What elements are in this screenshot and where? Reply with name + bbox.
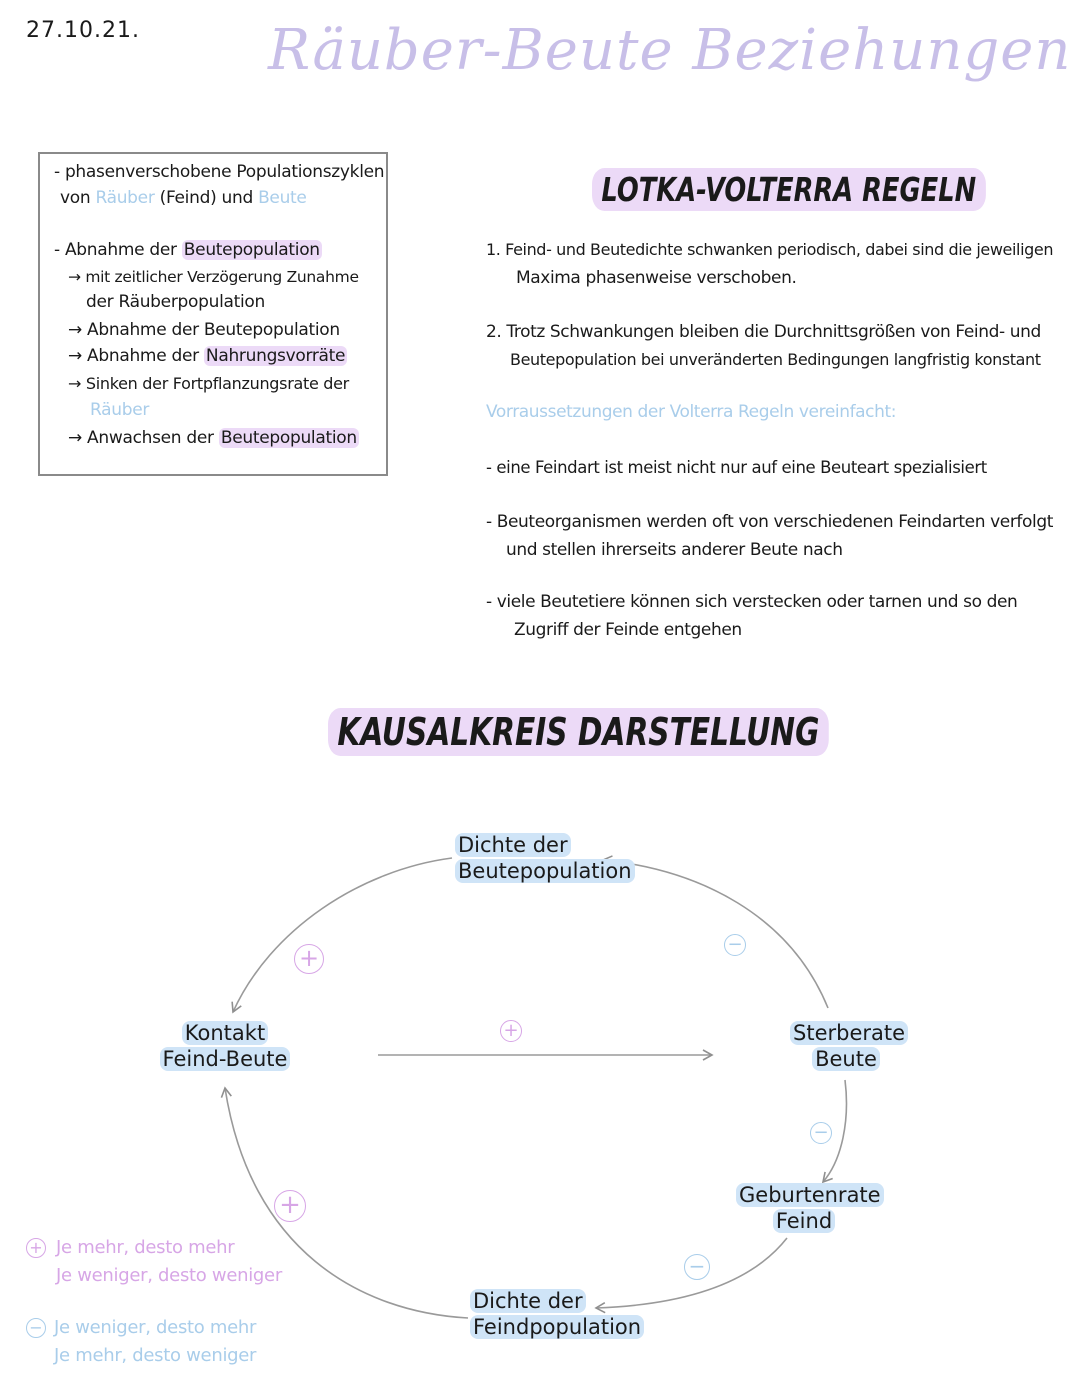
list-f-highlight: Beutepopulation [220,428,357,448]
condition-2-line-2: und stellen ihrerseits anderer Beute nach [506,540,843,560]
legend-minus-icon: − [26,1318,46,1338]
date: 27.10.21. [26,18,140,43]
arrow-sterberate-to-beute [603,860,828,1008]
list-item-b-line-2: der Räuberpopulation [86,292,265,312]
list-a-highlight: Beutepopulation [183,240,320,260]
minus-icon: − [724,934,746,956]
intro-beute: Beute [258,188,307,208]
minus-icon: − [684,1254,710,1280]
condition-1: - eine Feindart ist meist nicht nur auf eine Beuteart spezialisiert [486,458,987,477]
page-title: Räuber-Beute Beziehungen [268,18,1072,83]
condition-3-line-1: - viele Beutetiere können sich verstecken oder tarnen und so den [486,592,1018,612]
condition-2-line-1: - Beuteorganismen werden oft von verschiedenen Feindarten verfolgt [486,512,1053,532]
conditions-heading: Vorraussetzungen der Volterra Regeln vereinfacht: [486,402,897,422]
intro-raeuber: Räuber [95,188,155,208]
node-dichte-beute [455,832,635,884]
legend-plus-line-2: Je weniger, desto weniger [56,1265,282,1286]
list-d-highlight: Nahrungsvorräte [205,346,346,366]
list-f-prefix: → Anwachsen der [68,428,214,448]
intro-line-1: - phasenverschobene Populationszyklen [54,162,385,182]
plus-icon: + [500,1020,522,1042]
legend-minus-line-2: Je mehr, desto weniger [54,1345,257,1366]
rule-2-line-2: Beutepopulation bei unveränderten Bedingungen langfristig konstant [510,350,1041,369]
node-dichte-feind [470,1288,644,1340]
node-geburtenrate-line-1: Geburtenrate [736,1183,884,1207]
rule-2-line-1: 2. Trotz Schwankungen bleiben die Durchnittsgrößen von Feind- und [486,322,1041,342]
legend-plus [56,1234,282,1290]
arrow-beute-to-kontakt [233,858,452,1012]
plus-icon: + [274,1190,306,1222]
node-kontakt [158,1020,292,1072]
plus-icon: + [294,944,324,974]
legend-minus [54,1314,256,1370]
list-item-e-line-1: → Sinken der Fortpflanzungsrate der [68,374,349,393]
node-dichte-feind-line-1: Dichte der [470,1289,586,1313]
list-d-prefix: → Abnahme der [68,346,199,366]
legend-plus-line-1: Je mehr, desto mehr [56,1237,235,1258]
rule-1-line-1: 1. Feind- und Beutedichte schwanken periodisch, dabei sind die jeweiligen [486,240,1054,259]
intro-von: von [60,188,91,208]
legend-minus-line-1: Je weniger, desto mehr [54,1317,257,1338]
condition-3-line-2: Zugriff der Feinde entgehen [514,620,742,640]
node-sterberate [790,1020,906,1072]
node-dichte-beute-line-2: Beutepopulation [455,859,635,883]
list-item-c: → Abnahme der Beutepopulation [68,320,340,340]
rule-1-line-2: Maxima phasenweise verschoben. [516,268,797,288]
node-sterberate-line-2: Beute [812,1047,880,1071]
legend-plus-icon: + [26,1238,46,1258]
node-kontakt-line-2: Feind-Beute [160,1047,291,1071]
list-a-prefix: - Abnahme der [54,240,177,260]
minus-icon: − [810,1122,832,1144]
lotka-volterra-heading: LOTKA-VOLTERRA REGELN [592,168,986,211]
node-geburtenrate [736,1182,881,1234]
node-dichte-beute-line-1: Dichte der [455,833,571,857]
node-kontakt-line-1: Kontakt [182,1021,268,1045]
list-item-e-line-2: Räuber [90,400,150,420]
node-dichte-feind-line-2: Feindpopulation [470,1315,644,1339]
intro-feind-und: (Feind) und [159,188,253,208]
node-sterberate-line-1: Sterberate [790,1021,908,1045]
kausalkreis-heading: KAUSALKREIS DARSTELLUNG [328,708,829,756]
node-geburtenrate-line-2: Feind [773,1209,835,1233]
list-item-b-line-1: → mit zeitlicher Verzögerung Zunahme [68,268,359,286]
